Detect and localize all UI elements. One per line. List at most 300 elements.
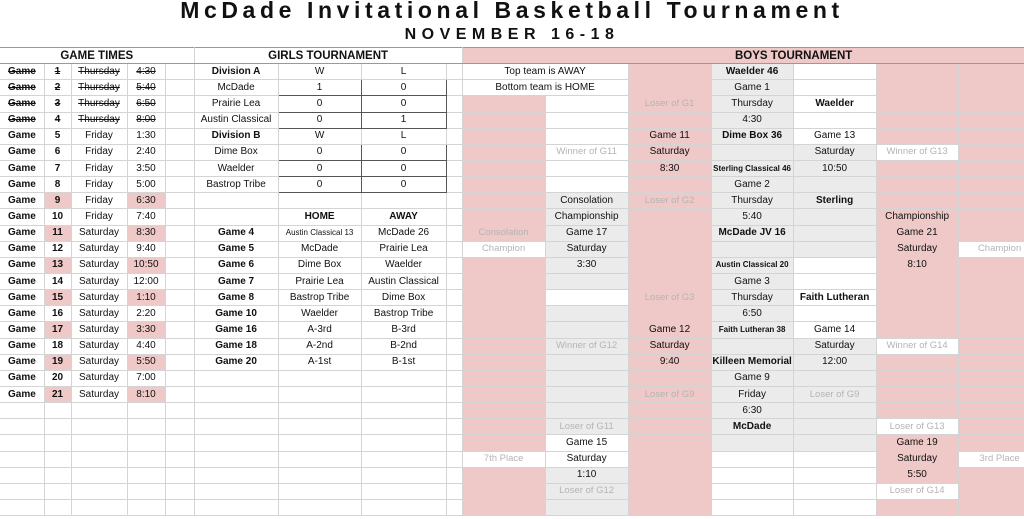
g1-day[interactable]: Thursday [711, 96, 793, 112]
empty-cell[interactable] [71, 451, 127, 467]
empty-cell[interactable] [958, 209, 1024, 225]
empty-cell[interactable] [462, 467, 545, 483]
empty-cell[interactable] [628, 112, 711, 128]
empty-cell[interactable] [44, 419, 71, 435]
empty-cell[interactable] [446, 80, 462, 96]
girls-game[interactable]: Game 16 [194, 322, 278, 338]
g15-time[interactable]: 1:10 [545, 467, 628, 483]
champion-right[interactable]: Champion [958, 241, 1024, 257]
game-day[interactable]: Friday [71, 193, 127, 209]
g15-label[interactable]: Game 15 [545, 435, 628, 451]
empty-cell[interactable] [628, 467, 711, 483]
empty-cell[interactable] [958, 354, 1024, 370]
empty-cell[interactable] [876, 80, 958, 96]
game-time[interactable]: 4:30 [127, 64, 165, 80]
empty-cell[interactable] [958, 96, 1024, 112]
g12-time[interactable]: 9:40 [628, 354, 711, 370]
w-header[interactable]: W [278, 128, 361, 144]
empty-cell[interactable] [165, 241, 194, 257]
game-number[interactable]: 3 [44, 96, 71, 112]
home-team[interactable]: McDade [278, 241, 361, 257]
g9-away[interactable]: Killeen Memorial [711, 354, 793, 370]
empty-cell[interactable] [446, 290, 462, 306]
winner-g12[interactable]: Winner of G12 [545, 338, 628, 354]
g2-day[interactable]: Thursday [711, 193, 793, 209]
game-time[interactable]: 10:50 [127, 257, 165, 273]
game-number[interactable]: 8 [44, 177, 71, 193]
game-label[interactable]: Game [0, 257, 44, 273]
g13-away[interactable]: Waelder [793, 96, 876, 112]
empty-cell[interactable] [165, 257, 194, 273]
away-team[interactable]: Austin Classical [361, 273, 446, 289]
away-team[interactable]: Dime Box [361, 290, 446, 306]
empty-cell[interactable] [628, 80, 711, 96]
g12-label[interactable]: Game 12 [628, 322, 711, 338]
empty-cell[interactable] [44, 467, 71, 483]
empty-cell[interactable] [127, 403, 165, 419]
empty-cell[interactable] [446, 160, 462, 176]
boys-header[interactable]: BOYS TOURNAMENT [462, 48, 1024, 64]
empty-cell[interactable] [278, 419, 361, 435]
empty-cell[interactable] [71, 467, 127, 483]
empty-cell[interactable] [0, 403, 44, 419]
game-label[interactable]: Game [0, 64, 44, 80]
empty-cell[interactable] [958, 112, 1024, 128]
empty-cell[interactable] [545, 354, 628, 370]
empty-cell[interactable] [711, 435, 793, 451]
empty-cell[interactable] [628, 499, 711, 515]
empty-cell[interactable] [462, 338, 545, 354]
game-label[interactable]: Game [0, 322, 44, 338]
empty-cell[interactable] [446, 419, 462, 435]
g9-time[interactable]: 6:30 [711, 403, 793, 419]
empty-cell[interactable] [361, 403, 446, 419]
empty-cell[interactable] [194, 209, 278, 225]
empty-cell[interactable] [462, 160, 545, 176]
empty-cell[interactable] [446, 96, 462, 112]
wins[interactable]: 0 [278, 112, 361, 128]
empty-cell[interactable] [278, 193, 361, 209]
home-team[interactable]: Dime Box [278, 257, 361, 273]
empty-cell[interactable] [958, 273, 1024, 289]
game-number[interactable]: 2 [44, 80, 71, 96]
empty-cell[interactable] [194, 483, 278, 499]
empty-cell[interactable] [278, 467, 361, 483]
bracket-note[interactable]: Top team is AWAY [462, 64, 628, 80]
winner-g11[interactable]: Winner of G11 [545, 144, 628, 160]
away-team[interactable]: B-3rd [361, 322, 446, 338]
empty-cell[interactable] [876, 193, 958, 209]
empty-cell[interactable] [462, 322, 545, 338]
g2-time[interactable]: 5:40 [711, 209, 793, 225]
game-time[interactable]: 12:00 [127, 273, 165, 289]
game-time[interactable]: 8:10 [127, 386, 165, 402]
g3-day[interactable]: Thursday [711, 290, 793, 306]
g13-day[interactable]: Saturday [793, 144, 876, 160]
game-time[interactable]: 8:00 [127, 112, 165, 128]
empty-cell[interactable] [0, 419, 44, 435]
g17-time[interactable]: 3:30 [545, 257, 628, 273]
game-time[interactable]: 6:30 [127, 193, 165, 209]
team-name[interactable]: McDade [194, 80, 278, 96]
empty-cell[interactable] [44, 403, 71, 419]
empty-cell[interactable] [44, 451, 71, 467]
empty-cell[interactable] [462, 144, 545, 160]
empty-cell[interactable] [278, 403, 361, 419]
game-number[interactable]: 4 [44, 112, 71, 128]
game-number[interactable]: 21 [44, 386, 71, 402]
empty-cell[interactable] [446, 483, 462, 499]
empty-cell[interactable] [446, 435, 462, 451]
empty-cell[interactable] [876, 370, 958, 386]
empty-cell[interactable] [165, 451, 194, 467]
empty-cell[interactable] [127, 483, 165, 499]
empty-cell[interactable] [711, 483, 793, 499]
empty-cell[interactable] [194, 499, 278, 515]
empty-cell[interactable] [958, 306, 1024, 322]
game-label[interactable]: Game [0, 241, 44, 257]
empty-cell[interactable] [278, 451, 361, 467]
g14-label[interactable]: Game 14 [793, 322, 876, 338]
team-name[interactable]: Prairie Lea [194, 96, 278, 112]
home-team[interactable]: A-3rd [278, 322, 361, 338]
empty-cell[interactable] [958, 370, 1024, 386]
empty-cell[interactable] [278, 386, 361, 402]
empty-cell[interactable] [71, 499, 127, 515]
girls-header[interactable]: GIRLS TOURNAMENT [194, 48, 462, 64]
g9-home[interactable]: McDade [711, 419, 793, 435]
game-day[interactable]: Friday [71, 128, 127, 144]
empty-cell[interactable] [165, 112, 194, 128]
empty-cell[interactable] [446, 128, 462, 144]
empty-cell[interactable] [446, 467, 462, 483]
empty-cell[interactable] [628, 273, 711, 289]
wins[interactable]: 0 [278, 144, 361, 160]
g17-label[interactable]: Game 17 [545, 225, 628, 241]
empty-cell[interactable] [462, 112, 545, 128]
game-day[interactable]: Saturday [71, 257, 127, 273]
g1-time[interactable]: 4:30 [711, 112, 793, 128]
empty-cell[interactable] [793, 241, 876, 257]
game-label[interactable]: Game [0, 386, 44, 402]
empty-cell[interactable] [165, 370, 194, 386]
game-label[interactable]: Game [0, 96, 44, 112]
empty-cell[interactable] [462, 386, 545, 402]
away-team[interactable]: Waelder [361, 257, 446, 273]
empty-cell[interactable] [446, 354, 462, 370]
empty-cell[interactable] [876, 386, 958, 402]
g21-championship[interactable]: Championship [876, 209, 958, 225]
game-times-header[interactable]: GAME TIMES [0, 48, 194, 64]
team-name[interactable]: Bastrop Tribe [194, 177, 278, 193]
empty-cell[interactable] [462, 419, 545, 435]
empty-cell[interactable] [545, 160, 628, 176]
empty-cell[interactable] [793, 419, 876, 435]
g1-label[interactable]: Game 1 [711, 80, 793, 96]
empty-cell[interactable] [876, 354, 958, 370]
game-day[interactable]: Saturday [71, 273, 127, 289]
game-label[interactable]: Game [0, 225, 44, 241]
seventh-place[interactable]: 7th Place [462, 451, 545, 467]
empty-cell[interactable] [0, 499, 44, 515]
game-label[interactable]: Game [0, 370, 44, 386]
game-time[interactable]: 6:50 [127, 96, 165, 112]
empty-cell[interactable] [958, 160, 1024, 176]
game-label[interactable]: Game [0, 80, 44, 96]
girls-game[interactable]: Game 18 [194, 338, 278, 354]
empty-cell[interactable] [165, 499, 194, 515]
empty-cell[interactable] [194, 386, 278, 402]
empty-cell[interactable] [462, 193, 545, 209]
game-number[interactable]: 7 [44, 160, 71, 176]
empty-cell[interactable] [278, 370, 361, 386]
game-label[interactable]: Game [0, 209, 44, 225]
game-time[interactable]: 3:30 [127, 322, 165, 338]
game-time[interactable]: 1:10 [127, 290, 165, 306]
empty-cell[interactable] [793, 177, 876, 193]
game-number[interactable]: 10 [44, 209, 71, 225]
empty-cell[interactable] [462, 499, 545, 515]
empty-cell[interactable] [462, 370, 545, 386]
empty-cell[interactable] [446, 193, 462, 209]
g12-day[interactable]: Saturday [628, 338, 711, 354]
mcdade-jv[interactable]: McDade JV 16 [711, 225, 793, 241]
game-time[interactable]: 5:50 [127, 354, 165, 370]
game-time[interactable]: 5:00 [127, 177, 165, 193]
game-day[interactable]: Saturday [71, 354, 127, 370]
empty-cell[interactable] [446, 112, 462, 128]
empty-cell[interactable] [958, 193, 1024, 209]
game-number[interactable]: 1 [44, 64, 71, 80]
empty-cell[interactable] [165, 96, 194, 112]
g3-label[interactable]: Game 3 [711, 273, 793, 289]
empty-cell[interactable] [958, 467, 1024, 483]
losses[interactable]: 0 [361, 177, 446, 193]
empty-cell[interactable] [361, 435, 446, 451]
empty-cell[interactable] [165, 64, 194, 80]
l-header[interactable]: L [361, 128, 446, 144]
game-number[interactable]: 9 [44, 193, 71, 209]
empty-cell[interactable] [71, 403, 127, 419]
empty-cell[interactable] [446, 241, 462, 257]
empty-cell[interactable] [71, 419, 127, 435]
l-header[interactable]: L [361, 64, 446, 80]
empty-cell[interactable] [793, 451, 876, 467]
girls-game[interactable]: Game 7 [194, 273, 278, 289]
empty-cell[interactable] [0, 467, 44, 483]
g15-day[interactable]: Saturday [545, 451, 628, 467]
empty-cell[interactable] [446, 386, 462, 402]
g11-label[interactable]: Game 11 [628, 128, 711, 144]
champion-left[interactable]: Champion [462, 241, 545, 257]
game-day[interactable]: Thursday [71, 96, 127, 112]
empty-cell[interactable] [876, 499, 958, 515]
empty-cell[interactable] [462, 483, 545, 499]
game-label[interactable]: Game [0, 273, 44, 289]
losses[interactable]: 0 [361, 80, 446, 96]
empty-cell[interactable] [628, 306, 711, 322]
game-label[interactable]: Game [0, 338, 44, 354]
empty-cell[interactable] [194, 435, 278, 451]
game-number[interactable]: 17 [44, 322, 71, 338]
empty-cell[interactable] [0, 451, 44, 467]
g2-away[interactable]: Sterling Classical 46 [711, 160, 793, 176]
game-day[interactable]: Friday [71, 160, 127, 176]
game-day[interactable]: Saturday [71, 322, 127, 338]
game-number[interactable]: 6 [44, 144, 71, 160]
g17-championship[interactable]: Championship [545, 209, 628, 225]
empty-cell[interactable] [462, 290, 545, 306]
division-b-title[interactable]: Division B [194, 128, 278, 144]
empty-cell[interactable] [165, 80, 194, 96]
empty-cell[interactable] [446, 144, 462, 160]
empty-cell[interactable] [165, 338, 194, 354]
empty-cell[interactable] [545, 96, 628, 112]
game-number[interactable]: 11 [44, 225, 71, 241]
consolation-result[interactable]: Consolation [462, 225, 545, 241]
girls-game[interactable]: Game 5 [194, 241, 278, 257]
empty-cell[interactable] [446, 306, 462, 322]
empty-cell[interactable] [446, 322, 462, 338]
empty-cell[interactable] [876, 177, 958, 193]
g2-label[interactable]: Game 2 [711, 177, 793, 193]
empty-cell[interactable] [876, 96, 958, 112]
away-team[interactable]: McDade 26 [361, 225, 446, 241]
g13-home[interactable]: Sterling [793, 193, 876, 209]
game-time[interactable]: 3:50 [127, 160, 165, 176]
wins[interactable]: 1 [278, 80, 361, 96]
empty-cell[interactable] [876, 160, 958, 176]
empty-cell[interactable] [361, 419, 446, 435]
away-header[interactable]: AWAY [361, 209, 446, 225]
game-label[interactable]: Game [0, 306, 44, 322]
g11-day[interactable]: Saturday [628, 144, 711, 160]
empty-cell[interactable] [194, 467, 278, 483]
game-time[interactable]: 5:40 [127, 80, 165, 96]
empty-cell[interactable] [165, 435, 194, 451]
game-time[interactable]: 4:40 [127, 338, 165, 354]
empty-cell[interactable] [876, 306, 958, 322]
empty-cell[interactable] [165, 225, 194, 241]
empty-cell[interactable] [194, 193, 278, 209]
girls-game[interactable]: Game 10 [194, 306, 278, 322]
g3-time[interactable]: 6:50 [711, 306, 793, 322]
empty-cell[interactable] [165, 483, 194, 499]
third-place[interactable]: 3rd Place [958, 451, 1024, 467]
g14-time[interactable]: 12:00 [793, 354, 876, 370]
game-time[interactable]: 2:20 [127, 306, 165, 322]
empty-cell[interactable] [165, 290, 194, 306]
game-number[interactable]: 18 [44, 338, 71, 354]
game-day[interactable]: Thursday [71, 80, 127, 96]
winner-g14[interactable]: Winner of G14 [876, 338, 958, 354]
empty-cell[interactable] [876, 322, 958, 338]
game-day[interactable]: Saturday [71, 338, 127, 354]
home-team[interactable]: A-2nd [278, 338, 361, 354]
empty-cell[interactable] [44, 499, 71, 515]
away-team[interactable]: Bastrop Tribe [361, 306, 446, 322]
loser-g11[interactable]: Loser of G11 [545, 419, 628, 435]
g21-time[interactable]: 8:10 [876, 257, 958, 273]
empty-cell[interactable] [165, 177, 194, 193]
game-label[interactable]: Game [0, 144, 44, 160]
empty-cell[interactable] [793, 403, 876, 419]
game-label[interactable]: Game [0, 193, 44, 209]
game-day[interactable]: Friday [71, 144, 127, 160]
empty-cell[interactable] [958, 338, 1024, 354]
empty-cell[interactable] [194, 419, 278, 435]
game-label[interactable]: Game [0, 354, 44, 370]
empty-cell[interactable] [628, 225, 711, 241]
w-header[interactable]: W [278, 64, 361, 80]
g9-label[interactable]: Game 9 [711, 370, 793, 386]
empty-cell[interactable] [628, 257, 711, 273]
loser-g9-left[interactable]: Loser of G9 [628, 386, 711, 402]
empty-cell[interactable] [628, 209, 711, 225]
g13-time[interactable]: 10:50 [793, 160, 876, 176]
game-number[interactable]: 13 [44, 257, 71, 273]
empty-cell[interactable] [958, 225, 1024, 241]
g3-away[interactable]: Austin Classical 20 [711, 257, 793, 273]
game-day[interactable]: Friday [71, 177, 127, 193]
team-name[interactable]: Austin Classical [194, 112, 278, 128]
empty-cell[interactable] [793, 64, 876, 80]
empty-cell[interactable] [545, 306, 628, 322]
empty-cell[interactable] [462, 128, 545, 144]
g19-label[interactable]: Game 19 [876, 435, 958, 451]
empty-cell[interactable] [165, 419, 194, 435]
game-label[interactable]: Game [0, 290, 44, 306]
empty-cell[interactable] [958, 144, 1024, 160]
game-number[interactable]: 20 [44, 370, 71, 386]
game-number[interactable]: 19 [44, 354, 71, 370]
empty-cell[interactable] [462, 273, 545, 289]
empty-cell[interactable] [446, 64, 462, 80]
loser-g1[interactable]: Loser of G1 [628, 96, 711, 112]
losses[interactable]: 1 [361, 112, 446, 128]
empty-cell[interactable] [462, 209, 545, 225]
game-time[interactable]: 2:40 [127, 144, 165, 160]
empty-cell[interactable] [446, 209, 462, 225]
g12-home[interactable]: Faith Lutheran 38 [711, 322, 793, 338]
empty-cell[interactable] [793, 273, 876, 289]
empty-cell[interactable] [793, 257, 876, 273]
loser-g2[interactable]: Loser of G2 [628, 193, 711, 209]
game-day[interactable]: Friday [71, 209, 127, 225]
empty-cell[interactable] [462, 306, 545, 322]
empty-cell[interactable] [44, 483, 71, 499]
empty-cell[interactable] [127, 419, 165, 435]
game-number[interactable]: 15 [44, 290, 71, 306]
empty-cell[interactable] [361, 193, 446, 209]
empty-cell[interactable] [361, 370, 446, 386]
empty-cell[interactable] [361, 483, 446, 499]
empty-cell[interactable] [462, 257, 545, 273]
empty-cell[interactable] [545, 386, 628, 402]
empty-cell[interactable] [194, 370, 278, 386]
empty-cell[interactable] [446, 273, 462, 289]
empty-cell[interactable] [545, 128, 628, 144]
empty-cell[interactable] [628, 435, 711, 451]
empty-cell[interactable] [165, 128, 194, 144]
empty-cell[interactable] [711, 241, 793, 257]
empty-cell[interactable] [958, 435, 1024, 451]
empty-cell[interactable] [628, 403, 711, 419]
loser-g13[interactable]: Loser of G13 [876, 419, 958, 435]
empty-cell[interactable] [165, 273, 194, 289]
g11-time[interactable]: 8:30 [628, 160, 711, 176]
empty-cell[interactable] [446, 177, 462, 193]
